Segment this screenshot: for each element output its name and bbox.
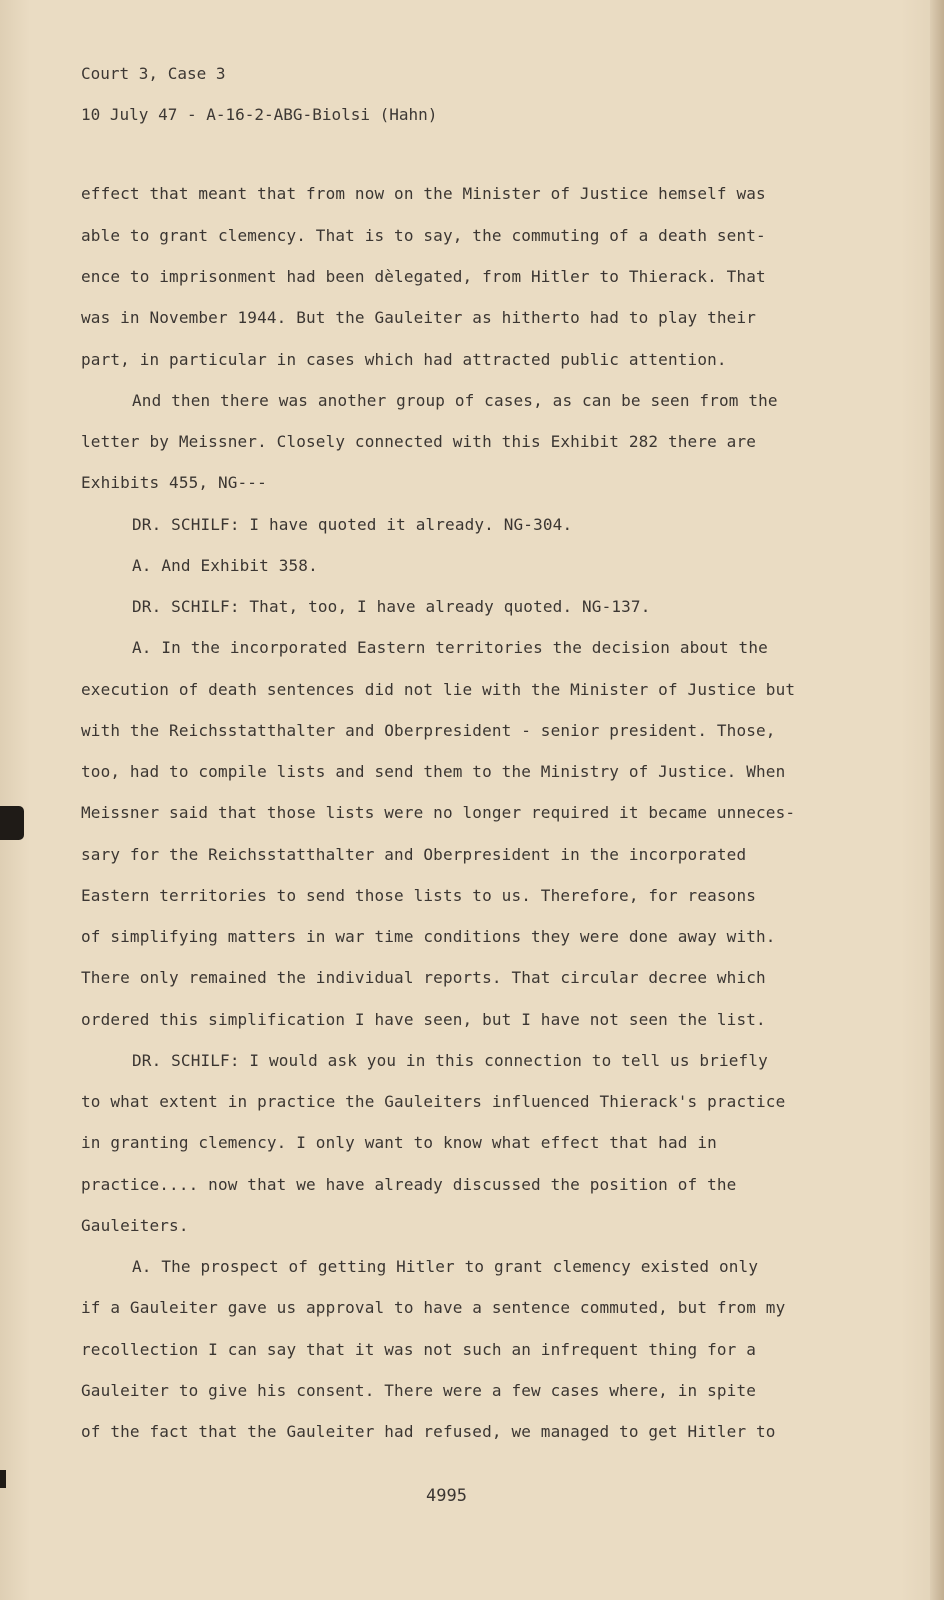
text-line: DR. SCHILF: I would ask you in this connection to tell us briefly	[132, 1051, 768, 1070]
text-line: effect that meant that from now on the Minister of Justice hemself was	[81, 184, 766, 203]
case-header: Court 3, Case 3	[81, 64, 226, 83]
text-line: ordered this simplification I have seen, but I have not seen the list.	[81, 1010, 766, 1029]
text-line: was in November 1944. But the Gauleiter as hitherto had to play their	[81, 308, 757, 327]
text-line: execution of death sentences did not lie with the Minister of Justice but	[81, 680, 796, 699]
text-line: Meissner said that those lists were no longer required it became unneces-	[81, 803, 796, 822]
text-line: recollection I can say that it was not such an infrequent thing for a	[81, 1340, 757, 1359]
text-line: A. And Exhibit 358.	[132, 556, 318, 575]
text-line: Eastern territories to send those lists to us. Therefore, for reasons	[81, 886, 757, 905]
text-line: Gauleiter to give his consent. There were a few cases where, in spite	[81, 1381, 757, 1400]
text-line: in granting clemency. I only want to know what effect that had in	[81, 1133, 717, 1152]
text-line: A. The prospect of getting Hitler to grant clemency existed only	[132, 1257, 759, 1276]
text-line: practice.... now that we have already discussed the position of the	[81, 1175, 737, 1194]
text-line: to what extent in practice the Gauleiters influenced Thierack's practice	[81, 1092, 786, 1111]
text-line: ence to imprisonment had been dèlegated, from Hitler to Thierack. That	[81, 267, 766, 286]
text-line: sary for the Reichsstatthalter and Oberpresident in the incorporated	[81, 845, 747, 864]
text-line: of the fact that the Gauleiter had refused, we managed to get Hitler to	[81, 1422, 776, 1441]
text-line: too, had to compile lists and send them to the Ministry of Justice. When	[81, 762, 786, 781]
text-line: DR. SCHILF: That, too, I have already quoted. NG-137.	[132, 597, 651, 616]
margin-tick-mark	[0, 1470, 6, 1488]
text-line: And then there was another group of cases, as can be seen from the	[132, 391, 778, 410]
text-line: able to grant clemency. That is to say, the commuting of a death sent-	[81, 226, 766, 245]
binding-mark	[0, 806, 24, 840]
text-line: There only remained the individual reports. That circular decree which	[81, 968, 766, 987]
text-line: A. In the incorporated Eastern territories the decision about the	[132, 638, 768, 657]
page-number: 4995	[426, 1486, 467, 1506]
text-line: with the Reichsstatthalter and Oberpresident - senior president. Those,	[81, 721, 776, 740]
text-line: if a Gauleiter gave us approval to have a sentence commuted, but from my	[81, 1298, 786, 1317]
text-line: part, in particular in cases which had attracted public attention.	[81, 350, 727, 369]
transcript-reference: 10 July 47 - A-16-2-ABG-Biolsi (Hahn)	[81, 105, 438, 124]
page-right-edge	[930, 0, 944, 1600]
text-line: Exhibits 455, NG---	[81, 473, 267, 492]
text-line: letter by Meissner. Closely connected with this Exhibit 282 there are	[81, 432, 757, 451]
text-line: DR. SCHILF: I have quoted it already. NG-304.	[132, 515, 573, 534]
text-line: Gauleiters.	[81, 1216, 189, 1235]
text-line: of simplifying matters in war time conditions they were done away with.	[81, 927, 776, 946]
